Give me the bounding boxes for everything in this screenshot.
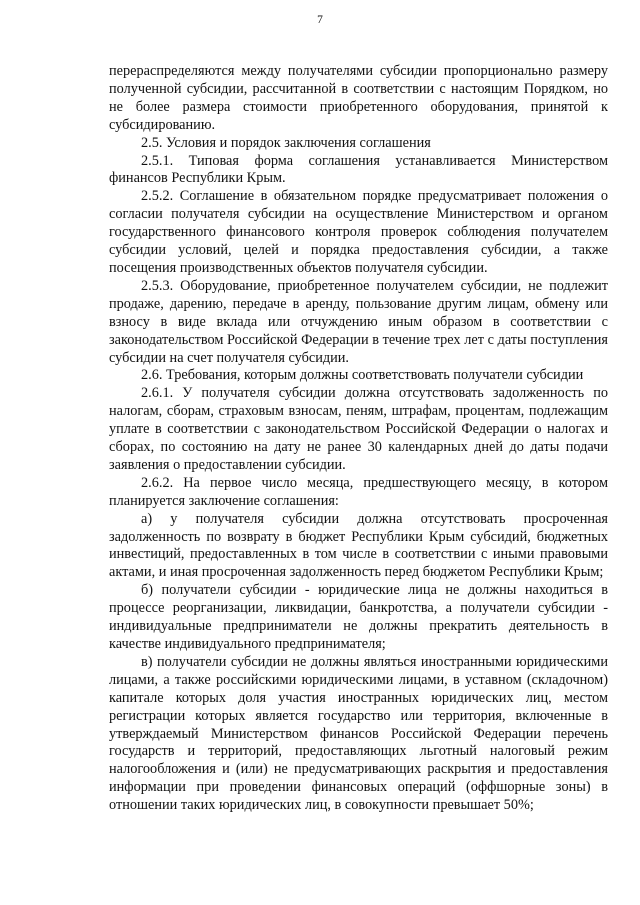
- paragraph-2-6-2: 2.6.2. На первое число месяца, предшествующего месяцу, в котором планируется заключение соглашения:: [109, 474, 608, 509]
- paragraph-item-v: в) получатели субсидии не должны являться иностранными юридическими лицами, а также российскими юридическими лицами, в уставном (складочном) капитале которых доля участия иностранных юридических лиц, местом регистрации которых является государство или территория, включенные в утверждаемый Министерством финансов Российской Федерации перечень государств и территорий, предоставляющих льготный налоговый режим налогообложения и (или) не предусматривающих раскрытия и предоставления информации при проведении финансовых операций (оффшорные зоны) в отношении таких юридических лиц, в совокупности превышает 50%;: [109, 653, 608, 814]
- paragraph-item-b: б) получатели субсидии - юридические лица не должны находиться в процессе реорганизации, ликвидации, банкротства, а получатели субсидии - индивидуальные предприниматели не должны прекратить деятельность в качестве индивидуального предпринимателя;: [109, 582, 608, 652]
- document-body: [109, 63, 608, 815]
- paragraph-2-6-1: 2.6.1. У получателя субсидии должна отсутствовать задолженность по налогам, сборам, страховым взносам, пеням, штрафам, процентам, подлежащим уплате в соответствии с законодательством Российской Федерации о налогах и сборах, по состоянию на дату не ранее 30 календарных дней до даты подачи заявления о предоставлении субсидии.: [109, 385, 608, 473]
- paragraph-item-a: а) у получателя субсидии должна отсутствовать просроченная задолженность по возврату в бюджет Республики Крым субсидий, бюджетных инвестиций, предоставленных в том числе в соответствии с иными правовыми актами, и иная просроченная задолженность перед бюджетом Республики Крым;: [109, 510, 608, 581]
- paragraph-2-5-1: 2.5.1. Типовая форма соглашения устанавливается Министерством финансов Республики Крым.: [109, 152, 608, 187]
- paragraph-2-5-heading: 2.5. Условия и порядок заключения соглашения: [141, 134, 431, 151]
- paragraph-2-6-heading: 2.6. Требования, которым должны соответствовать получатели субсидии: [141, 367, 584, 384]
- paragraph-continuation: перераспределяются между получателями субсидии пропорционально размеру полученной субсидии, рассчитанной в соответствии с настоящим Порядком, но не более размера стоимости приобретенного оборудования, принятой к субсидированию.: [109, 63, 608, 133]
- paragraph-2-5-3: 2.5.3. Оборудование, приобретенное получателем субсидии, не подлежит продаже, дарению, передаче в аренду, пользование другим лицам, обмену или взносу в виде вклада или отчуждению иным образом в соответствии с законодательством Российской Федерации в течение трех лет с даты поступления субсидии на счет получателя субсидии.: [109, 277, 608, 366]
- page-number: 7: [317, 14, 323, 26]
- paragraph-2-5-2: 2.5.2. Соглашение в обязательном порядке предусматривает положения о согласии получателя субсидии на осуществление Министерством и органом государственного финансового контроля проверок соблюдения получателем субсидии условий, целей и порядка предоставления субсидии, а также посещения производственных объектов получателя субсидии.: [109, 188, 608, 276]
